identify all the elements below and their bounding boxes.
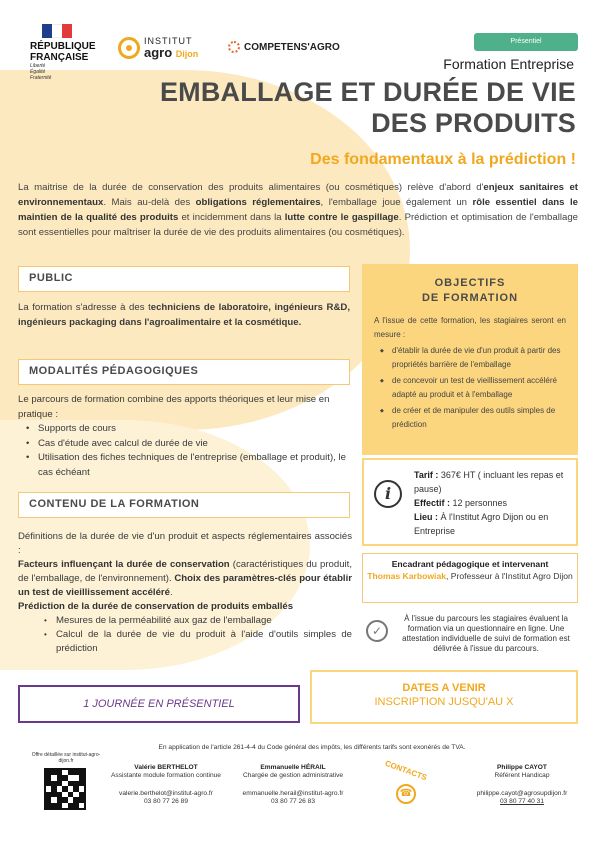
agro-line1: INSTITUT (144, 36, 193, 46)
dates-subtitle: INSCRIPTION JUSQU'AU X (374, 696, 514, 708)
encadrant-box (362, 553, 578, 603)
contenu-heading: CONTENU DE LA FORMATION (18, 492, 350, 518)
competens-agro-logo (228, 41, 340, 53)
institut-agro-logo (118, 36, 198, 60)
list-item: • Cas d'étude avec calcul de durée de vie (26, 437, 352, 452)
list-item: • Mesures de la perméabilité aux gaz de l'emballage (44, 614, 352, 628)
contact-email[interactable]: philippe.cayot@agrosupdijon.fr (476, 790, 568, 797)
list-item: • Supports de cours (26, 422, 352, 437)
republique-francaise-logo (30, 24, 110, 81)
agro-line2: agro Dijon (144, 45, 199, 60)
list-item: • Calcul de la durée de vie du produit à l'aide d'outils simples de prédiction (44, 628, 352, 656)
effectif: Effectif : 12 personnes (414, 498, 508, 508)
phone-icon: ☎ (396, 784, 416, 804)
contacts-label: CONTACTS (383, 758, 429, 783)
objective-item: ◆ de créer et de manipuler des outils simples de prédiction (374, 404, 566, 432)
rf-title: RÉPUBLIQUE FRANÇAISE (30, 41, 96, 63)
encadrant-line: Thomas Karbowiak, Professeur à l'Institut Agro Dijon (367, 571, 573, 581)
dates-title: DATES A VENIR (402, 682, 486, 694)
offre-note: Offre détaillée sur institut-agro-dijon.fr (31, 752, 101, 764)
info-box (362, 458, 578, 546)
contenu-text: Définitions de la durée de vie d'un produit et aspects réglementaires associés : Facteurs influençant la durée de conservation (caractéristiques du produit, de l'emballage, de l'environnement). Choix des paramètres-clés pour établir un test de vieillissement accéléré. Prédiction de la durée de conservation de produits emballés • Mesures de la perméabilité aux gaz de l'emballage • Calcul de la durée de vie du produit à l'aide d'outils simples de prédiction (18, 530, 352, 656)
contact-card: Emmanuelle HÉRAIL Chargée de gestion administrative emmanuelle.herail@institut-agro.fr 03 80 77 26 83 (232, 764, 354, 806)
public-heading: PUBLIC (18, 266, 350, 292)
tarif: Tarif : 367€ HT ( incluant les repas et pause) (414, 470, 564, 494)
modalites-text: Le parcours de formation combine des apports théoriques et leur mise en pratique : • Supports de cours • Cas d'étude avec calcul de durée de vie • Utilisation des fiches techniques de l'entreprise (emballage et produit), le cas échéant (18, 393, 352, 480)
info-icon: i (374, 480, 402, 508)
attestation-text: À l'issue du parcours les stagiaires évaluent la formation via un questionnaire en ligne. Une attestation individuelle de suivi de formation est délivrée à l'issue du parcours. (402, 614, 570, 653)
contact-phone[interactable]: 03 80 77 26 89 (144, 798, 188, 805)
page-title: EMBALLAGE ET DURÉE DE VIE DES PRODUITS (159, 77, 576, 138)
list-item: • Utilisation des fiches techniques de l'entreprise (emballage et produit), le cas échéant (26, 451, 352, 480)
lieu: Lieu : À l'Institut Agro Dijon ou en Entreprise (414, 512, 549, 536)
tagline: Des fondamentaux à la prédiction ! (310, 151, 576, 168)
objective-item: ◆ de concevoir un test de vieillissement accéléré adapté au produit et à l'emballage (374, 374, 566, 402)
contacts-stamp (382, 760, 430, 808)
contact-card: Philippe CAYOT Référent Handicap philippe.cayot@agrosupdijon.fr 03 80 77 40 31 (466, 764, 578, 806)
modalites-heading: MODALITÉS PÉDAGOGIQUES (18, 359, 350, 385)
objectives-intro: A l'issue de cette formation, les stagiaires seront en mesure : (374, 316, 566, 339)
contact-email[interactable]: emmanuelle.herail@institut-agro.fr (242, 790, 344, 797)
format-badge: Présentiel (474, 33, 578, 51)
contact-phone[interactable]: 03 80 77 26 83 (271, 798, 315, 805)
contact-card: Valérie BERTHELOT Assistante module formation continue valerie.berthelot@institut-agro.fr 03 80 77 26 89 (111, 764, 221, 805)
agro-mark-icon (118, 37, 140, 59)
encadrant-title: Encadrant pédagogique et intervenant (391, 559, 549, 569)
dates-box (310, 670, 578, 724)
duration-box: 1 JOURNÉE EN PRÉSENTIEL (18, 685, 300, 723)
competens-text: COMPETENS'AGRO (244, 41, 340, 53)
objective-item: ◆ d'établir la durée de vie d'un produit à partir des propriétés barrière de l'emballage (374, 344, 566, 372)
rf-motto: Liberté Égalité Fraternité (30, 63, 52, 81)
intro-paragraph: La maitrise de la durée de conservation des produits alimentaires (ou cosmétiques) relève d'abord d'enjeux sanitaires et environnementaux. Mais au-delà des obligations réglementaires, l'emballage joue également un rôle essentiel dans le maintien de la qualité des produits et incidemment dans la lutte contre le gaspillage. Prédiction et optimisation de l'emballage sont essentielles pour maîtriser la durée de vie des produits alimentaires (ou cosmétiques). (18, 182, 578, 238)
objectives-box (362, 264, 578, 455)
kicker: Formation Entreprise (443, 56, 574, 72)
contact-phone[interactable]: 03 80 77 40 31 (500, 798, 544, 805)
attestation-check-icon: ✓ (366, 620, 388, 642)
competens-icon (228, 41, 240, 53)
legal-note: En application de l'article 261-4-4 du Code général des impôts, les différents tarifs sont exonérés de TVA. (158, 744, 466, 751)
qr-code[interactable] (44, 768, 86, 810)
public-text: La formation s'adresse à des techniciens de laboratoire, ingénieurs R&D, ingénieurs packaging dans l'agroalimentaire et la cosmétique. (18, 302, 351, 328)
french-flag-icon (42, 24, 72, 38)
objectives-title: OBJECTIFS DE FORMATION (421, 277, 519, 304)
contact-email[interactable]: valerie.berthelot@institut-agro.fr (119, 790, 213, 797)
